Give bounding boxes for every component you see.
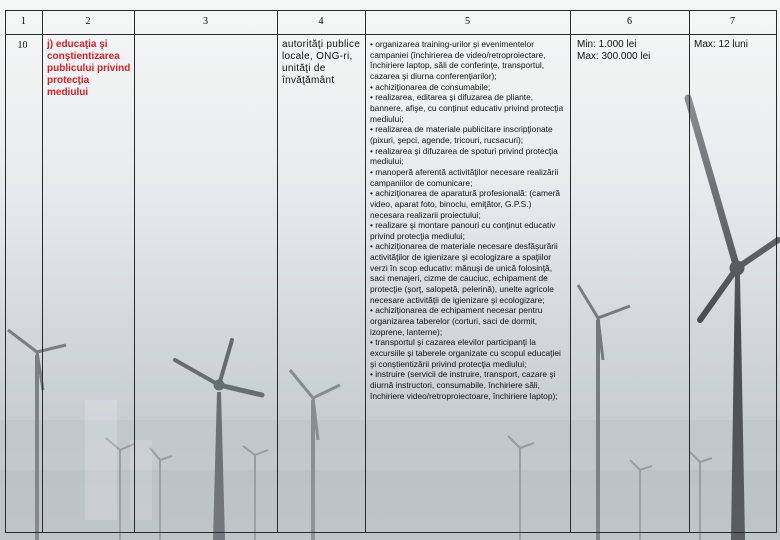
expense-item: • achiziţionarea de echipament necesar pentru organizarea taberelor (corturi, saci de dormit, izoprene, lanterne); [370,305,543,337]
col-divider [689,10,690,532]
expense-item: • organizarea training-urilor şi evenimentelor campaniei (închirierea de video/retroproiectare, închiriere laptop, săli de conferinţe, transportul, cazarea şi diurna conferenţiarilor); [370,39,546,81]
col-divider [42,10,43,532]
table-border-top [5,10,777,11]
col-divider [5,10,6,532]
col-divider [776,10,777,532]
col-divider [277,10,278,532]
expense-item: • achiziţionarea de consumabile; [370,81,491,92]
col-divider [134,10,135,532]
expense-item: • instruire (servicii de instruire, transport, cazare şi diurnă instructori, consumabile, închiriere săli, închiriere video/retroproiectoare, închiriere laptop); [370,369,558,401]
col-divider [365,10,366,532]
row-number: 10 [17,40,28,51]
duration-cell: Max: 12 luni [694,39,748,50]
expense-item: • realizarea, editarea şi difuzarea de pliante, bannere, afişe, cu conţinut educativ privind protecţia mediului; [370,92,564,124]
header-col-7: 7 [730,16,735,27]
expense-item: • achiziţionarea de aparatură profesională: (cameră video, aparat foto, binoclu, emiţător, G.P.S.) necesara realizarii proiectului; [370,188,561,220]
domain-cell: j) educaţia şi conştientizarea publicului privind protecţia mediului [47,39,131,98]
expense-item: • manoperă aferentă activităţilor necesare realizării campaniilor de comunicare; [370,166,559,188]
header-col-2: 2 [85,16,91,27]
amount-max: Max: 300.000 lei [577,51,651,62]
header-col-3: 3 [203,16,208,27]
expense-item: • achiziţionarea de materiale necesare desfăşurării activităţilor de igienizare şi ecologizare a spaţiilor verzi în scop educativ: mănuşi de unică folosinţă, saci menajeri, cizme de cauciuc, echipament de protecţie (şorţ, salopetă, pelerină), unelte agricole necesare activităţii de igienizare şi ecologizare; [370,241,558,305]
col-divider [570,10,571,532]
amount-min: Min: 1.000 lei [577,39,637,50]
expense-item: • realizarea şi difuzarea de spoturi privind protecţia mediului; [370,145,558,167]
expense-item: • realizarea de materiale publicitare inscripţionate (pixuri, şepci, agende, tricouri, rucsacuri); [370,124,553,145]
beneficiaries-cell: autorităţi publice locale, ONG-ri, unităţi de învăţământ [282,39,361,86]
eligible-expenses-cell [370,39,566,401]
header-col-4: 4 [318,16,324,27]
header-col-1: 1 [21,16,26,27]
table-border-bottom [5,532,777,533]
header-col-6: 6 [627,16,632,27]
expense-item: • realizare şi montare panouri cu conţinut educativ privind protecţia mediului; [370,220,556,241]
amount-cell [577,39,687,63]
expense-item: • transportul şi cazarea elevilor participanţi la excursiile şi taberele organizate cu scopul educaţiei şi conştientizării privind protecţia mediului; [370,337,561,369]
header-divider [5,34,777,35]
header-col-5: 5 [465,16,470,27]
